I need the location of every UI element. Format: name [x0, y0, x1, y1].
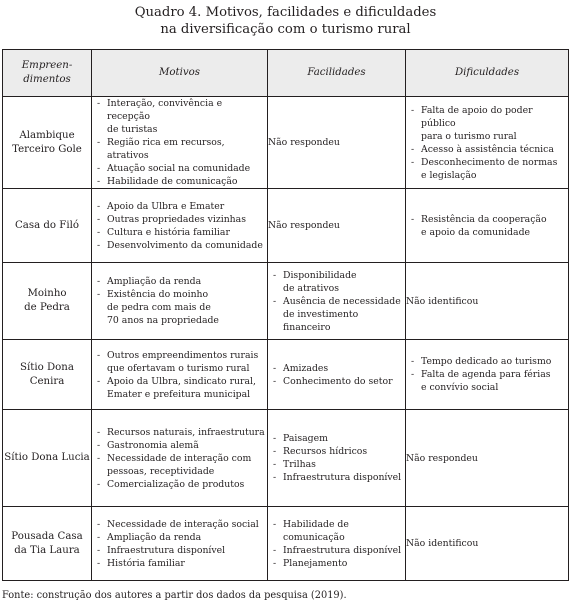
table-row — [3, 340, 569, 410]
source-note: Fonte: construção dos autores a partir dos dados da pesquisa (2019). — [2, 590, 347, 601]
list-item: - Recursos hídricos — [273, 445, 403, 458]
facilidades-list — [268, 362, 405, 388]
motivos-cell — [92, 410, 268, 507]
dificuldades-cell: Não respondeu — [406, 410, 569, 507]
empreendimento-name: Casa do Filó — [3, 189, 92, 263]
empreendimento-name: Moinho de Pedra — [3, 263, 92, 340]
list-item: - Tempo dedicado ao turismo — [411, 355, 566, 368]
table-title — [0, 4, 571, 38]
list-item: - Disponibilidade de atrativos — [273, 269, 403, 295]
list-item: - Desconhecimento de normas e legislação — [411, 156, 566, 182]
empreendimento-name: Pousada Casa da Tia Laura — [3, 507, 92, 581]
motivos-list — [92, 426, 267, 491]
header-empreendimentos-label: Empreen- dimentos — [21, 60, 73, 85]
facilidades-cell: Não respondeu — [268, 189, 406, 263]
motivos-cell — [92, 507, 268, 581]
list-item: - Planejamento — [273, 557, 403, 570]
dificuldades-cell: Não identificou — [406, 263, 569, 340]
table-row — [3, 97, 569, 189]
facilidades-cell: Não respondeu — [268, 97, 406, 189]
table-row — [3, 263, 569, 340]
motivos-list — [92, 518, 267, 570]
list-item: - Apoio da Ulbra e Emater — [97, 200, 265, 213]
list-item: - Comercialização de produtos — [97, 478, 265, 491]
facilidades-list — [268, 432, 405, 484]
list-item: - Falta de agenda para férias e convívio social — [411, 368, 566, 394]
list-item: - Apoio da Ulbra, sindicato rural, Emater e prefeitura municipal — [97, 375, 265, 401]
dificuldades-list — [406, 213, 568, 239]
list-item: - Infraestrutura disponível — [273, 544, 403, 557]
list-item: - Atuação social na comunidade — [97, 162, 265, 175]
header-facilidades: Facilidades — [268, 50, 406, 97]
dificuldades-cell — [406, 340, 569, 410]
motivos-cell — [92, 263, 268, 340]
motivos-cell — [92, 97, 268, 189]
table-title-line-1: Quadro 4. Motivos, facilidades e dificuldades — [134, 5, 437, 20]
list-item: - Outras propriedades vizinhas — [97, 213, 265, 226]
list-item: - Necessidade de interação social — [97, 518, 265, 531]
dificuldades-list — [406, 355, 568, 394]
empreendimento-name: Alambique Terceiro Gole — [3, 97, 92, 189]
list-item: - Necessidade de interação com pessoas, receptividade — [97, 452, 265, 478]
facilidades-cell — [268, 340, 406, 410]
list-item: - Habilidade de comunicação — [97, 175, 265, 188]
empreendimento-name: Sítio Dona Lucia — [3, 410, 92, 507]
dificuldades-cell — [406, 189, 569, 263]
motivos-cell — [92, 340, 268, 410]
list-item: - Habilidade de comunicação — [273, 518, 403, 544]
dificuldades-cell: Não identificou — [406, 507, 569, 581]
list-item: - Paisagem — [273, 432, 403, 445]
list-item: - Trilhas — [273, 458, 403, 471]
list-item: - Existência do moinho de pedra com mais de 70 anos na propriedade — [97, 288, 265, 327]
list-item: - Gastronomia alemã — [97, 439, 265, 452]
motivos-list — [92, 200, 267, 252]
table-row — [3, 189, 569, 263]
list-item: - História familiar — [97, 557, 265, 570]
table-row — [3, 410, 569, 507]
header-row — [3, 50, 569, 97]
quadro-table — [2, 49, 569, 581]
list-item: - Acesso à assistência técnica — [411, 143, 566, 156]
table-row — [3, 507, 569, 581]
list-item: - Recursos naturais, infraestrutura — [97, 426, 265, 439]
dificuldades-list — [406, 104, 568, 182]
list-item: - Interação, convivência e recepção de turistas — [97, 97, 265, 136]
empreendimento-name: Sítio Dona Cenira — [3, 340, 92, 410]
header-dificuldades: Dificuldades — [406, 50, 569, 97]
list-item: - Ampliação da renda — [97, 531, 265, 544]
facilidades-list — [268, 269, 405, 334]
list-item: - Outros empreendimentos rurais que ofertavam o turismo rural — [97, 349, 265, 375]
list-item: - Falta de apoio do poder público para o turismo rural — [411, 104, 566, 143]
list-item: - Ampliação da renda — [97, 275, 265, 288]
motivos-list — [92, 275, 267, 327]
motivos-list — [92, 349, 267, 401]
list-item: - Amizades — [273, 362, 403, 375]
list-item: - Cultura e história familiar — [97, 226, 265, 239]
motivos-cell — [92, 189, 268, 263]
header-empreendimentos — [3, 50, 92, 97]
list-item: - Desenvolvimento da comunidade — [97, 239, 265, 252]
facilidades-cell — [268, 507, 406, 581]
facilidades-cell — [268, 410, 406, 507]
list-item: - Resistência da cooperação e apoio da comunidade — [411, 213, 566, 239]
table-title-line-2: na diversificação com o turismo rural — [160, 22, 411, 37]
dificuldades-cell — [406, 97, 569, 189]
facilidades-cell — [268, 263, 406, 340]
list-item: - Conhecimento do setor — [273, 375, 403, 388]
list-item: - Região rica em recursos, atrativos — [97, 136, 265, 162]
list-item: - Infraestrutura disponível — [273, 471, 403, 484]
list-item: - Infraestrutura disponível — [97, 544, 265, 557]
list-item: - Ausência de necessidade de investimento financeiro — [273, 295, 403, 334]
facilidades-list — [268, 518, 405, 570]
header-motivos: Motivos — [92, 50, 268, 97]
motivos-list — [92, 97, 267, 188]
